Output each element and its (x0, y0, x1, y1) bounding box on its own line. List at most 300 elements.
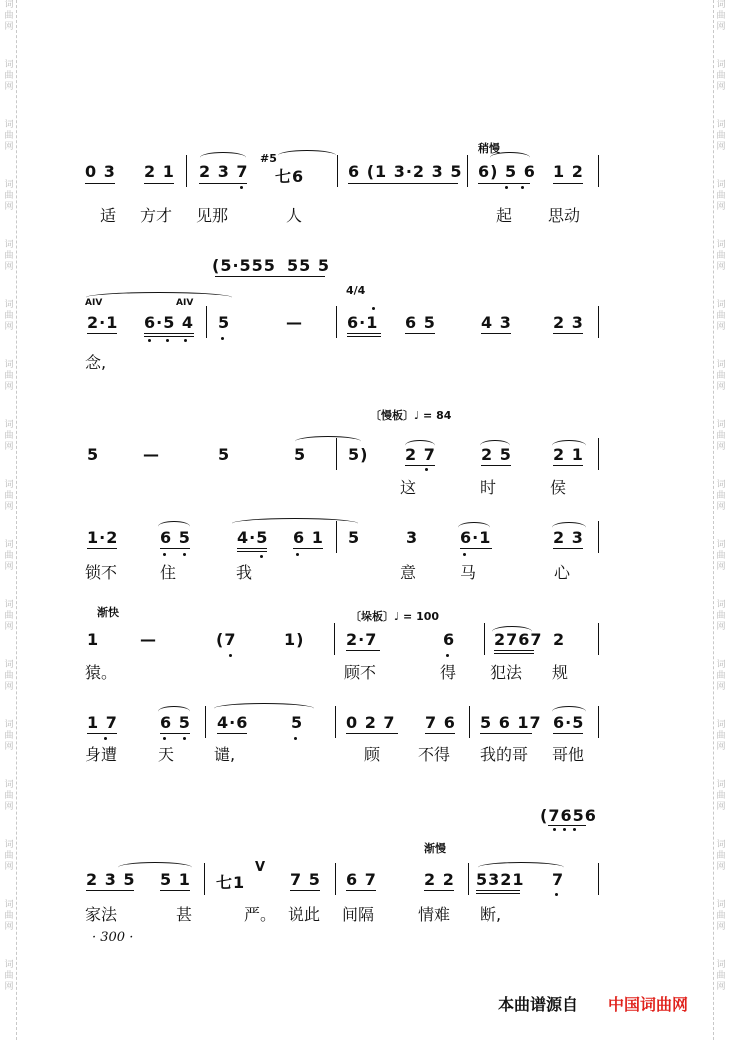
underline (553, 183, 583, 184)
lyric: 严。 (244, 905, 277, 924)
watermark-char: 词 (4, 960, 14, 970)
watermark-char: 词 (716, 240, 726, 250)
tempo-mark: 稍慢 (478, 142, 500, 155)
bar-line (335, 706, 336, 738)
watermark-glyph-group (2, 180, 16, 240)
watermark-char: 曲 (4, 131, 14, 141)
lyric: 情难 (418, 905, 451, 924)
watermark-char: 网 (4, 502, 14, 512)
watermark-char: 词 (4, 840, 14, 850)
watermark-char: 网 (716, 322, 726, 332)
right-watermark-strip (713, 0, 728, 1040)
note-group: 6·1 (347, 313, 379, 332)
tempo-mark: 〔垛板〕♩ = 100 (350, 610, 440, 623)
underline (160, 890, 190, 891)
underline (87, 548, 117, 549)
octave-dot (221, 337, 224, 340)
octave-dot (240, 186, 243, 189)
note-group: 2 3 (553, 528, 584, 547)
underline (480, 733, 532, 734)
underline (87, 733, 117, 734)
watermark-char: 网 (4, 802, 14, 812)
underline (237, 548, 267, 549)
lyric: 马 (460, 563, 477, 582)
octave-dot (148, 339, 151, 342)
watermark-glyph-group (714, 360, 728, 420)
underline (476, 893, 520, 894)
watermark-char: 词 (4, 240, 14, 250)
watermark-char: 曲 (716, 731, 726, 741)
watermark-char: 词 (716, 360, 726, 370)
note-group: (7 (216, 630, 237, 649)
note-group: 7 5 (290, 870, 321, 889)
watermark-char: 网 (4, 862, 14, 872)
watermark-char: 词 (4, 300, 14, 310)
octave-dot (104, 737, 107, 740)
watermark-glyph-group (714, 960, 728, 1020)
tempo-mark: 渐快 (97, 606, 119, 619)
note-group: 6 (443, 630, 456, 649)
note-group: 6·5 4 (144, 313, 195, 332)
underline (348, 183, 458, 184)
watermark-char: 曲 (716, 371, 726, 381)
lyric: 猿。 (85, 663, 118, 682)
underline (481, 333, 511, 334)
octave-dot (260, 555, 263, 558)
watermark-glyph-group (714, 300, 728, 360)
underline (346, 650, 380, 651)
watermark-glyph-group (714, 60, 728, 120)
lyric: 断, (480, 905, 502, 924)
watermark-char: 网 (716, 262, 726, 272)
note-group: 七1 (216, 873, 246, 892)
watermark-char: 词 (4, 480, 14, 490)
watermark-glyph-group (2, 0, 16, 60)
note-group: 0 3 (85, 162, 116, 181)
bar-line (598, 623, 599, 655)
watermark-char: 网 (4, 382, 14, 392)
dash: — (286, 313, 303, 332)
underline (347, 336, 381, 337)
note-group: 4 3 (481, 313, 512, 332)
note-group: 6 1 (293, 528, 324, 547)
note-group: 4·5 (237, 528, 269, 547)
watermark-char: 曲 (716, 611, 726, 621)
note-group: 6 7 (346, 870, 377, 889)
lyric: 家法 (85, 905, 118, 924)
site-name-link[interactable]: 中国词曲网 (608, 995, 689, 1014)
octave-dot (184, 339, 187, 342)
watermark-char: 词 (716, 180, 726, 190)
watermark-glyph-group (714, 120, 728, 180)
underline (481, 465, 511, 466)
note-group: 2767 (494, 630, 543, 649)
note-group: 2 1 (144, 162, 175, 181)
bar-line (186, 155, 187, 187)
underline (425, 733, 455, 734)
watermark-char: 网 (4, 562, 14, 572)
watermark-char: 词 (4, 120, 14, 130)
watermark-char: 曲 (4, 911, 14, 921)
note-group: 2 2 (424, 870, 455, 889)
watermark-char: 词 (716, 120, 726, 130)
lyric: 犯法 (490, 663, 523, 682)
underline (87, 333, 117, 334)
underline (346, 733, 398, 734)
note-group: 2 1 (553, 445, 584, 464)
bar-line (205, 706, 206, 738)
tie (278, 150, 336, 161)
underline (144, 333, 194, 334)
lyric: 身遭 (85, 745, 118, 764)
watermark-glyph-group (2, 600, 16, 660)
watermark-char: 词 (4, 540, 14, 550)
watermark-char: 曲 (4, 251, 14, 261)
underline (144, 336, 194, 337)
note-group: 6 5 (405, 313, 436, 332)
bar-line (336, 306, 337, 338)
octave-dot (163, 737, 166, 740)
watermark-char: 曲 (4, 491, 14, 501)
watermark-char: 曲 (716, 971, 726, 981)
note-group: 55 5 (287, 256, 330, 275)
underline (293, 548, 323, 549)
underline (553, 548, 583, 549)
watermark-char: 曲 (716, 851, 726, 861)
watermark-char: 网 (4, 742, 14, 752)
tempo-mark: 渐慢 (424, 842, 446, 855)
watermark-char: 曲 (4, 431, 14, 441)
note-group: 5 (291, 713, 304, 732)
watermark-char: 网 (716, 622, 726, 632)
bar-line (334, 623, 335, 655)
octave-dot (425, 468, 428, 471)
watermark-char: 词 (4, 420, 14, 430)
underline (553, 333, 583, 334)
octave-dot (573, 828, 576, 831)
watermark-char: 网 (4, 622, 14, 632)
lyric: 谴, (214, 745, 236, 764)
underline (347, 333, 381, 334)
octave-dot (505, 186, 508, 189)
watermark-char: 网 (4, 82, 14, 92)
lyric: 不得 (418, 745, 451, 764)
watermark-char: 词 (4, 360, 14, 370)
note-group: 1 7 (87, 713, 118, 732)
watermark-glyph-group (714, 0, 728, 60)
watermark-char: 曲 (4, 791, 14, 801)
bar-line (336, 438, 337, 470)
watermark-char: 网 (716, 862, 726, 872)
watermark-char: 词 (4, 900, 14, 910)
watermark-char: 网 (4, 22, 14, 32)
underline (346, 890, 376, 891)
ornament-mark: AIV (85, 298, 103, 308)
bar-line (206, 306, 207, 338)
underline (478, 183, 530, 184)
watermark-char: 曲 (4, 971, 14, 981)
note-group: 1 2 (553, 162, 584, 181)
lyric: 哥他 (552, 745, 585, 764)
watermark-char: 网 (716, 202, 726, 212)
watermark-char: 曲 (4, 671, 14, 681)
note-group: 1) (284, 630, 305, 649)
note-group: 5) (348, 445, 369, 464)
note-group: 5 (294, 445, 307, 464)
watermark-char: 词 (716, 780, 726, 790)
dash: — (140, 630, 157, 649)
bar-line (335, 863, 336, 895)
lyric: 天 (158, 745, 175, 764)
watermark-char: 曲 (716, 431, 726, 441)
watermark-glyph-group (714, 660, 728, 720)
watermark-char: 网 (4, 922, 14, 932)
lyric: 人 (286, 206, 303, 225)
note-group: 6·1 (460, 528, 492, 547)
watermark-char: 词 (4, 780, 14, 790)
watermark-glyph-group (2, 900, 16, 960)
bar-line (598, 155, 599, 187)
note-group: 6 5 (160, 713, 191, 732)
octave-dot (463, 553, 466, 556)
watermark-char: 曲 (716, 71, 726, 81)
note-group: 2 3 5 (86, 870, 136, 889)
watermark-char: 网 (4, 982, 14, 992)
watermark-char: 词 (716, 900, 726, 910)
watermark-char: 网 (716, 442, 726, 452)
slur (200, 152, 246, 163)
watermark-glyph-group (2, 480, 16, 540)
slur (490, 152, 530, 163)
watermark-glyph-group (714, 720, 728, 780)
watermark-char: 词 (716, 600, 726, 610)
lyric: 说此 (288, 905, 321, 924)
bar-line (598, 521, 599, 553)
breath-mark: V (255, 860, 266, 875)
note-group: 5 (218, 313, 231, 332)
note-group: 5 (348, 528, 361, 547)
watermark-char: 网 (4, 202, 14, 212)
bar-line (598, 863, 599, 895)
note-group: 6) 5 6 (478, 162, 536, 181)
bar-line (469, 706, 470, 738)
octave-dot (372, 307, 375, 310)
bar-line (337, 155, 338, 187)
watermark-glyph-group (2, 360, 16, 420)
bar-line (336, 521, 337, 553)
octave-dot (163, 553, 166, 556)
watermark-char: 词 (4, 0, 14, 10)
underline (199, 183, 247, 184)
watermark-glyph-group (2, 420, 16, 480)
note-group: 0 2 7 (346, 713, 396, 732)
note-group: 2 5 (481, 445, 512, 464)
watermark-char: 网 (4, 442, 14, 452)
time-signature: 4/4 (346, 284, 366, 297)
lyric: 间隔 (342, 905, 375, 924)
watermark-char: 词 (4, 60, 14, 70)
note-group: (5·555 (212, 256, 276, 275)
watermark-glyph-group (714, 840, 728, 900)
bar-line (204, 863, 205, 895)
watermark-char: 曲 (4, 731, 14, 741)
note-group: 2·7 (346, 630, 378, 649)
watermark-glyph-group (2, 300, 16, 360)
lyric: 念, (85, 353, 107, 372)
underline (290, 890, 320, 891)
watermark-char: 网 (716, 562, 726, 572)
watermark-char: 网 (4, 682, 14, 692)
page-number: · 300 · (92, 930, 134, 945)
watermark-char: 曲 (716, 11, 726, 21)
watermark-char: 网 (716, 802, 726, 812)
watermark-glyph-group (714, 540, 728, 600)
watermark-char: 词 (716, 60, 726, 70)
note-group: 7 6 (425, 713, 456, 732)
note-group: 6·5 (553, 713, 585, 732)
lyric: 得 (440, 663, 457, 682)
watermark-char: 词 (716, 660, 726, 670)
note-group: 七6 (275, 167, 305, 186)
octave-dot (229, 654, 232, 657)
lyric: 我的哥 (480, 745, 529, 764)
bar-line (598, 706, 599, 738)
lyric: 顾不 (344, 663, 377, 682)
watermark-char: 曲 (716, 191, 726, 201)
grace-note: #5 (260, 152, 277, 165)
watermark-glyph-group (2, 60, 16, 120)
watermark-glyph-group (714, 180, 728, 240)
watermark-glyph-group (714, 420, 728, 480)
watermark-char: 网 (4, 262, 14, 272)
lyric: 意 (400, 563, 417, 582)
underline (144, 183, 174, 184)
watermark-glyph-group (2, 660, 16, 720)
watermark-char: 曲 (716, 131, 726, 141)
lyric: 时 (480, 478, 497, 497)
watermark-char: 曲 (4, 371, 14, 381)
underline (86, 890, 134, 891)
watermark-char: 词 (4, 600, 14, 610)
lyric: 方才 (140, 206, 173, 225)
octave-dot (183, 737, 186, 740)
watermark-char: 曲 (4, 851, 14, 861)
watermark-char: 网 (716, 682, 726, 692)
watermark-char: 曲 (4, 551, 14, 561)
watermark-glyph-group (714, 780, 728, 840)
underline (405, 465, 435, 466)
note-group: (7656 (540, 806, 597, 825)
note-group: 5 1 (160, 870, 191, 889)
dash: — (143, 445, 160, 464)
underline (553, 733, 583, 734)
watermark-char: 网 (716, 502, 726, 512)
lyric: 侯 (550, 478, 567, 497)
lyric: 思动 (548, 206, 581, 225)
watermark-char: 曲 (4, 611, 14, 621)
watermark-char: 网 (716, 922, 726, 932)
lyric: 住 (160, 563, 177, 582)
underline (476, 890, 520, 891)
watermark-char: 曲 (716, 791, 726, 801)
watermark-char: 词 (716, 960, 726, 970)
lyric: 这 (400, 478, 417, 497)
note-group: 2 3 7 (199, 162, 249, 181)
bar-line (484, 623, 485, 655)
octave-dot (521, 186, 524, 189)
note-group: 2 (553, 630, 566, 649)
watermark-char: 网 (716, 82, 726, 92)
note-group: 5 (218, 445, 231, 464)
lyric: 见那 (196, 206, 229, 225)
watermark-glyph-group (2, 720, 16, 780)
watermark-char: 曲 (716, 911, 726, 921)
watermark-char: 网 (716, 22, 726, 32)
bar-line (468, 863, 469, 895)
lyric: 适 (100, 206, 117, 225)
underline (424, 890, 454, 891)
underline (494, 653, 534, 654)
watermark-char: 词 (716, 300, 726, 310)
note-group: 5 (87, 445, 100, 464)
watermark-glyph-group (2, 780, 16, 840)
note-group: 1·2 (87, 528, 119, 547)
octave-dot (166, 339, 169, 342)
octave-dot (563, 828, 566, 831)
bar-line (598, 306, 599, 338)
watermark-glyph-group (714, 480, 728, 540)
underline (217, 733, 247, 734)
bar-line (598, 438, 599, 470)
watermark-glyph-group (2, 840, 16, 900)
underline (160, 548, 190, 549)
underline (405, 333, 435, 334)
watermark-char: 曲 (4, 11, 14, 21)
watermark-char: 网 (716, 982, 726, 992)
note-group: 6 5 (160, 528, 191, 547)
tempo-mark: 〔慢板〕♩ = 84 (370, 409, 452, 422)
note-group: 2·1 (87, 313, 119, 332)
watermark-char: 网 (4, 142, 14, 152)
lyric: 锁不 (85, 563, 118, 582)
underline (553, 465, 583, 466)
watermark-char: 曲 (716, 311, 726, 321)
watermark-char: 曲 (716, 491, 726, 501)
bar-line (467, 155, 468, 187)
note-group: 7 (552, 870, 565, 889)
octave-dot (296, 553, 299, 556)
watermark-char: 词 (716, 0, 726, 10)
note-group: 3 (406, 528, 419, 547)
slur (86, 292, 232, 303)
lyric: 起 (496, 206, 513, 225)
octave-dot (555, 893, 558, 896)
watermark-char: 曲 (716, 551, 726, 561)
watermark-char: 词 (716, 840, 726, 850)
watermark-glyph-group (2, 540, 16, 600)
octave-dot (446, 654, 449, 657)
watermark-char: 曲 (4, 71, 14, 81)
watermark-char: 词 (716, 720, 726, 730)
watermark-char: 词 (716, 480, 726, 490)
lyric: 甚 (176, 905, 193, 924)
note-group: 1 (87, 630, 100, 649)
underline (548, 825, 586, 826)
lyric: 我 (236, 563, 253, 582)
watermark-glyph-group (714, 600, 728, 660)
source-label: 本曲谱源自 (498, 995, 579, 1014)
note-group: 6 (1 3·2 3 5 (348, 162, 463, 181)
